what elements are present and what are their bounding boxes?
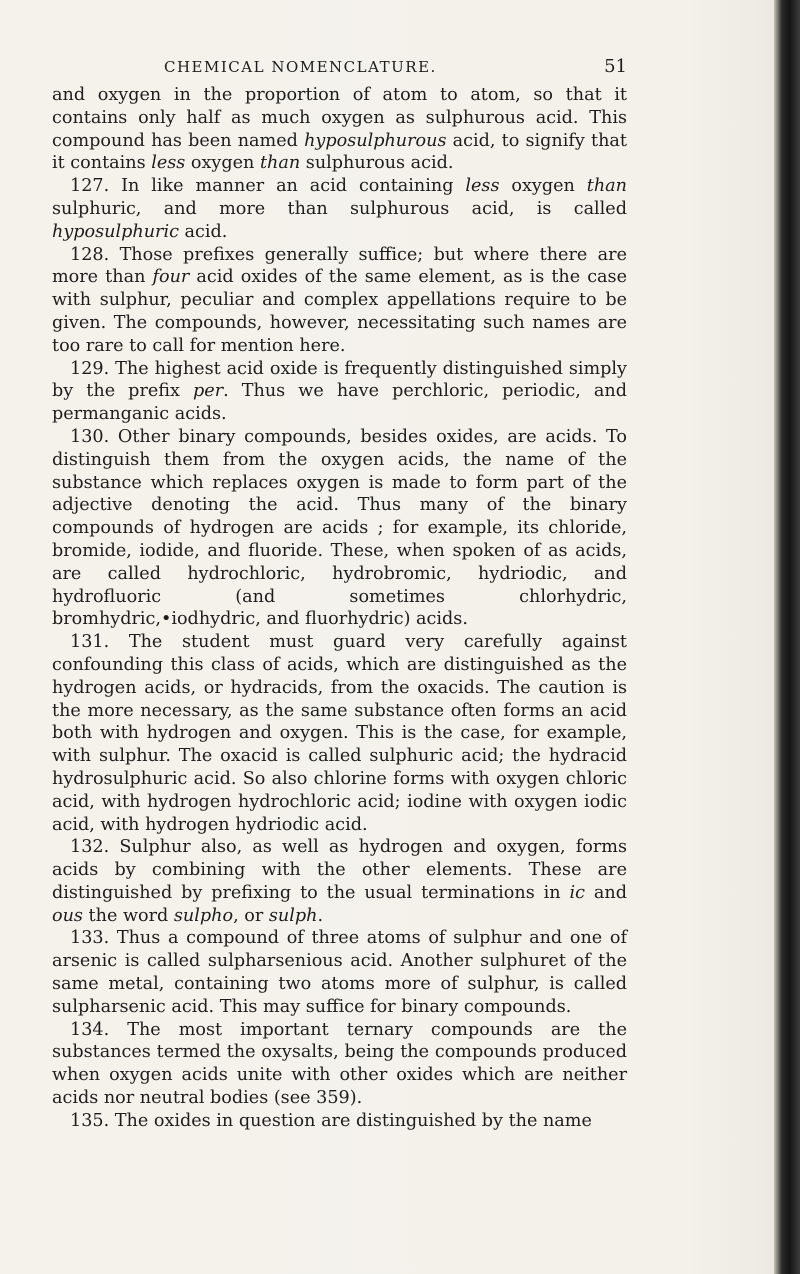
text-run: 131. The student must guard very carefully against confounding this class of acids, which are distinguished as the hydrogen acids, or hydracids, from the oxacids. The caution is the more necessary, as the same substance often forms an acid both with hydrogen and oxygen. This is the case, for example, with sulphur. The oxacid is called sulphuric acid; the hydracid hydrosulphuric acid. So also chlorine forms with oxygen chloric acid, with hydrogen hydrochloric acid; iodine with oxygen iodic acid, with hydrogen hydriodic acid. bbox=[52, 632, 627, 835]
italic-term: hyposulphuric bbox=[52, 221, 179, 242]
italic-term: ous bbox=[52, 905, 83, 926]
italic-term: ic bbox=[569, 882, 585, 903]
book-binding-edge bbox=[774, 0, 800, 1274]
italic-term: hyposulphurous bbox=[304, 130, 447, 151]
italic-term: less bbox=[151, 153, 186, 174]
text-run: acid oxides of the same element, as is the case with sulphur, peculiar and complex appellations require to be given. The compounds, however, necessitating such names are too rare to call for mention here. bbox=[52, 267, 627, 356]
page-header bbox=[52, 52, 627, 82]
text-run: the word bbox=[82, 905, 174, 926]
paragraph-p134 bbox=[52, 1019, 627, 1110]
paragraph-p127 bbox=[52, 175, 627, 243]
text-run: 132. Sulphur also, as well as hydrogen and oxygen, forms acids by combining with the other elements. These are distinguished by prefixing to the usual terminations in bbox=[52, 837, 627, 903]
paragraph-p130 bbox=[52, 426, 627, 631]
text-run: and bbox=[585, 882, 627, 903]
text-run: oxygen bbox=[185, 153, 260, 174]
paragraph-p129 bbox=[52, 358, 627, 426]
text-run: oxygen bbox=[499, 176, 587, 197]
italic-term: than bbox=[586, 176, 627, 197]
text-run: 129. The highest acid oxide is frequently distinguished simply by the prefix bbox=[52, 358, 627, 402]
italic-term: than bbox=[259, 153, 301, 174]
text-run: 130. Other binary compounds, besides oxides, are acids. To distinguish them from the oxygen acids, the name of the substance which replaces oxygen is made to form part of the adjective denoting the acid. Thus many of the binary compounds of hydrogen are acids ; for example, its chloride, bromide, iodide, and fluoride. These, when spoken of as acids, are called hydrochloric, hydrobromic, hydriodic, and hydrofluoric (and sometimes chlorhydric, bromhydric,•iodhydric, and fluorhydric) acids. bbox=[52, 426, 627, 630]
paragraph-p132 bbox=[52, 836, 627, 927]
text-run: acid, to signify that it contains bbox=[52, 130, 627, 174]
text-run: 134. The most important ternary compounds are the substances termed the oxysalts, being the compounds produced when oxygen acids unite with other oxides which are neither acids nor neutral bodies (see 359). bbox=[52, 1019, 627, 1109]
italic-term: sulpho bbox=[173, 905, 234, 926]
text-run: sulphurous acid. bbox=[300, 153, 454, 174]
text-run: 135. The oxides in question are distinguished by the name bbox=[70, 1110, 592, 1131]
italic-term: per bbox=[193, 381, 224, 402]
paragraph-p131 bbox=[52, 631, 627, 836]
paragraph-p133 bbox=[52, 927, 627, 1018]
text-run: acid. bbox=[178, 221, 228, 242]
text-run: . bbox=[317, 905, 324, 926]
text-run: 133. Thus a compound of three atoms of sulphur and one of arsenic is called sulpharsenious acid. Another sulphuret of the same metal, containing two atoms more of sulphur, is called sulpharsenic acid. This may suffice for binary compounds. bbox=[52, 928, 627, 1017]
text-run: 128. Those prefixes generally suffice; but where there are more than bbox=[52, 244, 627, 288]
paragraph-p-cont bbox=[52, 84, 627, 175]
italic-term: less bbox=[465, 176, 500, 197]
body-text bbox=[52, 84, 627, 1133]
text-run: sulphuric, and more than sulphurous acid, is called bbox=[52, 198, 627, 219]
italic-term: sulph bbox=[268, 905, 318, 926]
running-head: CHEMICAL NOMENCLATURE. bbox=[164, 58, 437, 76]
text-run: , or bbox=[233, 905, 269, 926]
paragraph-p135 bbox=[52, 1110, 627, 1133]
page-number: 51 bbox=[604, 56, 627, 77]
italic-term: four bbox=[152, 267, 190, 288]
text-run: . Thus we have perchloric, periodic, and permanganic acids. bbox=[52, 381, 627, 425]
text-run: and oxygen in the proportion of atom to atom, so that it contains only half as much oxygen as sulphurous acid. This compound has been named bbox=[52, 85, 627, 151]
paragraph-p128 bbox=[52, 244, 627, 358]
text-run: 127. In like manner an acid containing bbox=[70, 176, 466, 197]
